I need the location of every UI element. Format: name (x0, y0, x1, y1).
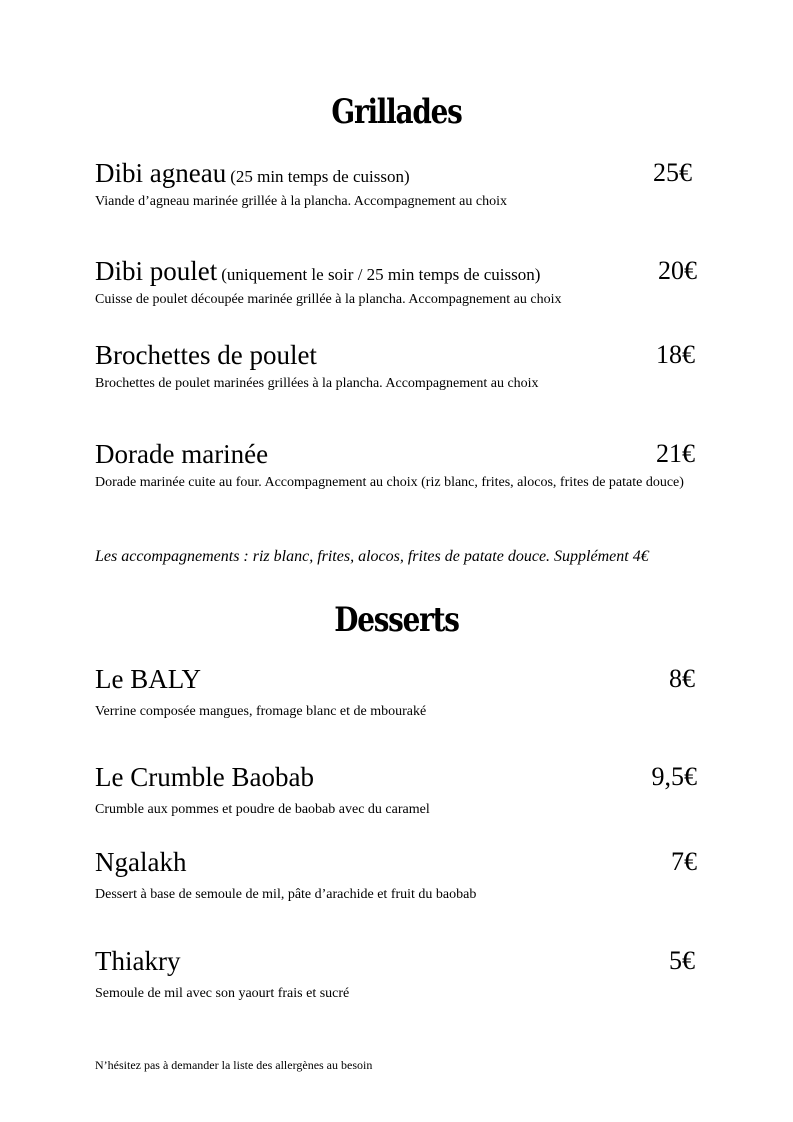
item-description: Crumble aux pommes et poudre de baobab avec du caramel (95, 802, 430, 817)
sides-note: Les accompagnements : riz blanc, frites, alocos, frites de patate douce. Supplément 4€ (95, 548, 649, 565)
menu-item-dibi-poulet (95, 256, 705, 308)
section-title-grillades: Grillades (331, 92, 462, 132)
menu-item-brochettes-de-poulet (95, 340, 705, 392)
section-title-desserts: Desserts (334, 600, 459, 640)
menu-item-thiakry (95, 946, 705, 1002)
menu-item-le-baly (95, 664, 705, 720)
item-price: 5€ (669, 946, 695, 975)
item-price: 9,5€ (651, 762, 697, 791)
item-name: Thiakry (95, 946, 181, 976)
item-note: (25 min temps de cuisson) (230, 167, 410, 186)
item-price: 18€ (656, 340, 695, 369)
item-description: Viande d’agneau marinée grillée à la plancha. Accompagnement au choix (95, 194, 507, 209)
item-description: Semoule de mil avec son yaourt frais et sucré (95, 986, 350, 1001)
menu-item-le-crumble-baobab (95, 762, 705, 818)
item-name: Ngalakh (95, 847, 187, 877)
menu-item-ngalakh (95, 847, 705, 903)
item-description: Cuisse de poulet découpée marinée grillée à la plancha. Accompagnement au choix (95, 292, 562, 307)
item-name: Le BALY (95, 664, 202, 694)
item-description: Dorade marinée cuite au four. Accompagnement au choix (riz blanc, frites, alocos, frites de patate douce) (95, 475, 684, 490)
item-name: Dibi poulet (95, 256, 218, 286)
item-description: Verrine composée mangues, fromage blanc et de mbouraké (95, 704, 427, 719)
item-price: 7€ (671, 847, 697, 876)
item-price: 21€ (656, 439, 695, 468)
item-name: Dorade marinée (95, 439, 269, 469)
item-name: Dibi agneau (95, 158, 227, 188)
item-name: Brochettes de poulet (95, 340, 317, 370)
item-description: Dessert à base de semoule de mil, pâte d’arachide et fruit du baobab (95, 887, 477, 902)
item-price: 8€ (669, 664, 695, 693)
item-price: 25€ (653, 158, 692, 187)
item-price: 20€ (658, 256, 697, 285)
menu-item-dorade-marinee (95, 439, 705, 491)
menu-item-dibi-agneau (95, 158, 705, 210)
item-name-wrapper (95, 256, 540, 287)
item-name-wrapper (95, 158, 410, 189)
item-note: (uniquement le soir / 25 min temps de cuisson) (221, 265, 541, 284)
item-name: Le Crumble Baobab (95, 762, 314, 792)
item-description: Brochettes de poulet marinées grillées à la plancha. Accompagnement au choix (95, 376, 539, 391)
allergen-note: N’hésitez pas à demander la liste des allergènes au besoin (95, 1058, 373, 1072)
